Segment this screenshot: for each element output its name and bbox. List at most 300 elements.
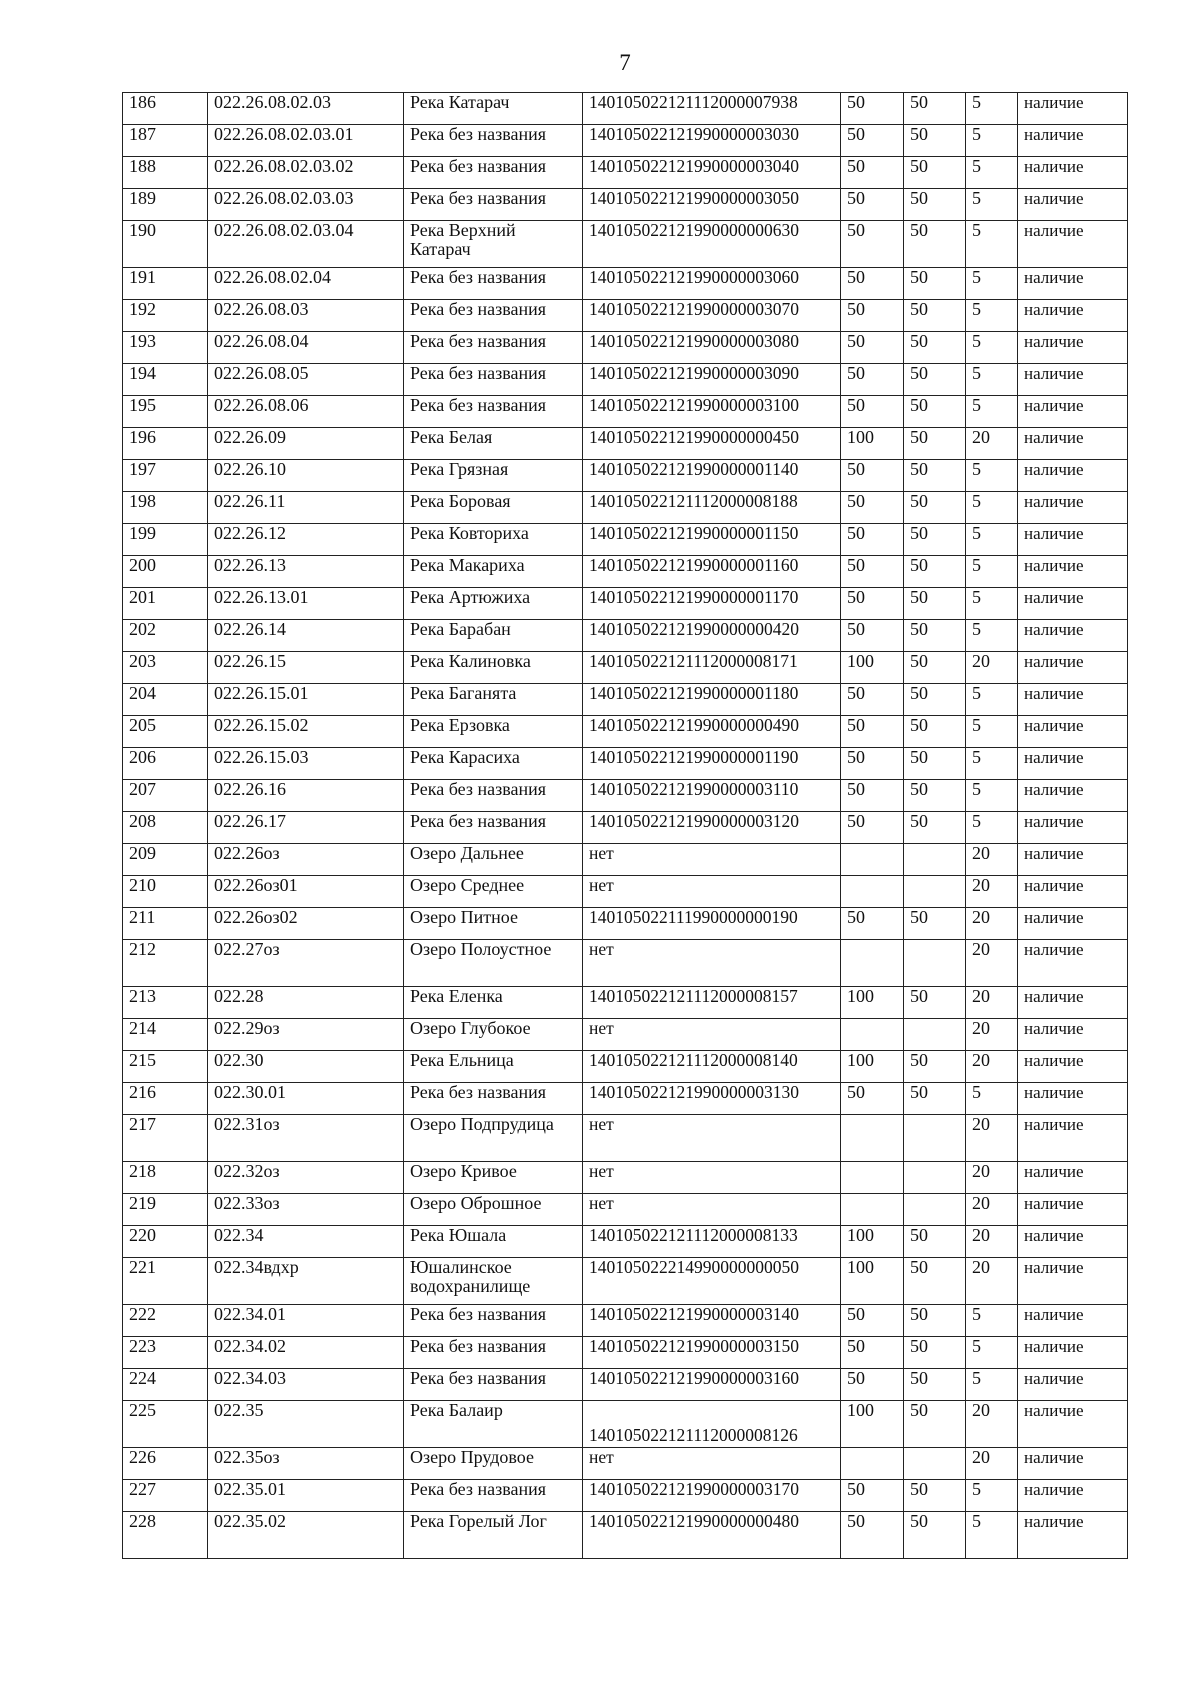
water-body-code: 022.26оз xyxy=(208,844,404,876)
width-value-1: 50 xyxy=(841,1512,904,1559)
registry-code: 140105022121990000003150 xyxy=(583,1337,841,1369)
width-value-1: 50 xyxy=(841,1337,904,1369)
width-value-3: 20 xyxy=(966,1162,1018,1194)
water-body-name: Река Ковториха xyxy=(404,524,583,556)
water-body-code: 022.26оз02 xyxy=(208,908,404,940)
width-value-2: 50 xyxy=(904,125,966,157)
table-row xyxy=(123,157,1128,189)
width-value-1: 50 xyxy=(841,1369,904,1401)
water-body-name: Река без названия xyxy=(404,300,583,332)
water-body-name: Река Карасиха xyxy=(404,748,583,780)
water-body-code: 022.26.14 xyxy=(208,620,404,652)
water-body-code: 022.26.10 xyxy=(208,460,404,492)
width-value-3: 5 xyxy=(966,221,1018,268)
row-number: 226 xyxy=(123,1448,208,1480)
registry-code: 140105022121990000003030 xyxy=(583,125,841,157)
registry-code: 140105022121990000003080 xyxy=(583,332,841,364)
width-value-1 xyxy=(841,1448,904,1480)
status-text: наличие xyxy=(1018,268,1128,300)
table-row xyxy=(123,1115,1128,1162)
width-value-1: 50 xyxy=(841,332,904,364)
width-value-2 xyxy=(904,1448,966,1480)
width-value-2: 50 xyxy=(904,652,966,684)
width-value-2: 50 xyxy=(904,1305,966,1337)
water-body-name: Река Макариха xyxy=(404,556,583,588)
width-value-3: 20 xyxy=(966,876,1018,908)
water-body-name: Озеро Прудовое xyxy=(404,1448,583,1480)
water-body-name: Река Юшала xyxy=(404,1226,583,1258)
row-number: 204 xyxy=(123,684,208,716)
width-value-3: 20 xyxy=(966,1401,1018,1448)
table-row xyxy=(123,524,1128,556)
status-text: наличие xyxy=(1018,1258,1128,1305)
water-body-name: Озеро Дальнее xyxy=(404,844,583,876)
status-text: наличие xyxy=(1018,396,1128,428)
registry-code: 140105022121990000001180 xyxy=(583,684,841,716)
water-body-code: 022.31оз xyxy=(208,1115,404,1162)
width-value-1: 50 xyxy=(841,221,904,268)
registry-code: 140105022121990000003040 xyxy=(583,157,841,189)
width-value-1 xyxy=(841,1162,904,1194)
status-text: наличие xyxy=(1018,93,1128,125)
water-body-code: 022.34 xyxy=(208,1226,404,1258)
table-row xyxy=(123,940,1128,987)
water-body-name: Река Артюжиха xyxy=(404,588,583,620)
width-value-1: 50 xyxy=(841,748,904,780)
water-body-name: Река без названия xyxy=(404,780,583,812)
width-value-3: 5 xyxy=(966,684,1018,716)
table-row xyxy=(123,844,1128,876)
width-value-1: 50 xyxy=(841,1480,904,1512)
table-row xyxy=(123,1083,1128,1115)
status-text: наличие xyxy=(1018,780,1128,812)
registry-code: 140105022121990000001140 xyxy=(583,460,841,492)
width-value-3: 20 xyxy=(966,1115,1018,1162)
row-number: 215 xyxy=(123,1051,208,1083)
water-body-code: 022.35.01 xyxy=(208,1480,404,1512)
width-value-2: 50 xyxy=(904,1051,966,1083)
width-value-1: 50 xyxy=(841,268,904,300)
status-text: наличие xyxy=(1018,588,1128,620)
water-body-name: Река Ельница xyxy=(404,1051,583,1083)
status-text: наличие xyxy=(1018,908,1128,940)
status-text: наличие xyxy=(1018,1226,1128,1258)
water-body-code: 022.26.08.02.03 xyxy=(208,93,404,125)
registry-code: 140105022121112000008157 xyxy=(583,987,841,1019)
width-value-1 xyxy=(841,1019,904,1051)
width-value-3: 5 xyxy=(966,268,1018,300)
water-body-code: 022.35.02 xyxy=(208,1512,404,1559)
width-value-2: 50 xyxy=(904,780,966,812)
row-number: 223 xyxy=(123,1337,208,1369)
registry-code: 140105022121990000003120 xyxy=(583,812,841,844)
row-number: 200 xyxy=(123,556,208,588)
table-row xyxy=(123,652,1128,684)
width-value-3: 20 xyxy=(966,1258,1018,1305)
width-value-1: 50 xyxy=(841,157,904,189)
registry-code: 140105022121990000003100 xyxy=(583,396,841,428)
water-body-name: Река без названия xyxy=(404,189,583,221)
water-body-code: 022.26.15 xyxy=(208,652,404,684)
width-value-3: 5 xyxy=(966,812,1018,844)
table-row xyxy=(123,1369,1128,1401)
registry-code: 140105022121990000000480 xyxy=(583,1512,841,1559)
width-value-2: 50 xyxy=(904,332,966,364)
registry-code: 140105022121112000008188 xyxy=(583,492,841,524)
width-value-3: 5 xyxy=(966,1083,1018,1115)
row-number: 220 xyxy=(123,1226,208,1258)
water-body-name: Река Катарач xyxy=(404,93,583,125)
width-value-3: 5 xyxy=(966,125,1018,157)
water-body-name: Озеро Среднее xyxy=(404,876,583,908)
water-body-code: 022.26.08.02.03.01 xyxy=(208,125,404,157)
width-value-3: 5 xyxy=(966,1305,1018,1337)
width-value-3: 5 xyxy=(966,93,1018,125)
table-row xyxy=(123,492,1128,524)
width-value-2: 50 xyxy=(904,428,966,460)
width-value-3: 20 xyxy=(966,1226,1018,1258)
row-number: 228 xyxy=(123,1512,208,1559)
water-body-name: Река Калиновка xyxy=(404,652,583,684)
registry-code: 140105022121990000000490 xyxy=(583,716,841,748)
table-row xyxy=(123,1305,1128,1337)
water-body-code: 022.32оз xyxy=(208,1162,404,1194)
registry-code: 140105022121990000000420 xyxy=(583,620,841,652)
table-row xyxy=(123,268,1128,300)
width-value-2: 50 xyxy=(904,1480,966,1512)
page-number: 7 xyxy=(619,50,631,75)
width-value-3: 20 xyxy=(966,1448,1018,1480)
water-body-code: 022.26.12 xyxy=(208,524,404,556)
row-number: 227 xyxy=(123,1480,208,1512)
width-value-3: 5 xyxy=(966,460,1018,492)
status-text: наличие xyxy=(1018,1194,1128,1226)
row-number: 202 xyxy=(123,620,208,652)
water-body-code: 022.30.01 xyxy=(208,1083,404,1115)
width-value-1: 50 xyxy=(841,396,904,428)
registry-code: 140105022111990000000190 xyxy=(583,908,841,940)
row-number: 201 xyxy=(123,588,208,620)
row-number: 194 xyxy=(123,364,208,396)
table-row xyxy=(123,125,1128,157)
width-value-3: 20 xyxy=(966,428,1018,460)
width-value-2 xyxy=(904,1115,966,1162)
water-body-code: 022.35оз xyxy=(208,1448,404,1480)
width-value-2: 50 xyxy=(904,524,966,556)
registry-code: 140105022121990000003160 xyxy=(583,1369,841,1401)
table-row xyxy=(123,1480,1128,1512)
width-value-3: 5 xyxy=(966,300,1018,332)
registry-code: 140105022121990000003130 xyxy=(583,1083,841,1115)
water-bodies-table xyxy=(122,92,1128,1559)
width-value-3: 5 xyxy=(966,492,1018,524)
registry-code: 140105022121990000003090 xyxy=(583,364,841,396)
status-text: наличие xyxy=(1018,157,1128,189)
width-value-1: 50 xyxy=(841,125,904,157)
water-body-name: Река без названия xyxy=(404,268,583,300)
water-body-code: 022.34вдхр xyxy=(208,1258,404,1305)
status-text: наличие xyxy=(1018,524,1128,556)
width-value-2: 50 xyxy=(904,748,966,780)
width-value-1: 100 xyxy=(841,987,904,1019)
registry-code: нет xyxy=(583,1019,841,1051)
width-value-2: 50 xyxy=(904,987,966,1019)
row-number: 225 xyxy=(123,1401,208,1448)
water-body-code: 022.30 xyxy=(208,1051,404,1083)
status-text: наличие xyxy=(1018,221,1128,268)
water-body-code: 022.26.17 xyxy=(208,812,404,844)
water-body-name: Река Белая xyxy=(404,428,583,460)
width-value-1: 50 xyxy=(841,1305,904,1337)
water-body-code: 022.26.09 xyxy=(208,428,404,460)
width-value-3: 5 xyxy=(966,556,1018,588)
width-value-3: 5 xyxy=(966,396,1018,428)
registry-code: 140105022121990000000450 xyxy=(583,428,841,460)
registry-code: 140105022121990000001160 xyxy=(583,556,841,588)
water-body-name: Река без названия xyxy=(404,396,583,428)
registry-code: нет xyxy=(583,1115,841,1162)
table-row xyxy=(123,93,1128,125)
width-value-2: 50 xyxy=(904,1258,966,1305)
table-row xyxy=(123,1194,1128,1226)
row-number: 207 xyxy=(123,780,208,812)
width-value-2: 50 xyxy=(904,812,966,844)
width-value-2: 50 xyxy=(904,364,966,396)
width-value-3: 20 xyxy=(966,1019,1018,1051)
water-body-name: Река без названия xyxy=(404,812,583,844)
registry-code: 140105022121990000003060 xyxy=(583,268,841,300)
water-body-code: 022.26оз01 xyxy=(208,876,404,908)
width-value-2: 50 xyxy=(904,1226,966,1258)
row-number: 217 xyxy=(123,1115,208,1162)
water-body-name: Река без названия xyxy=(404,1480,583,1512)
row-number: 189 xyxy=(123,189,208,221)
row-number: 190 xyxy=(123,221,208,268)
width-value-1: 50 xyxy=(841,524,904,556)
width-value-3: 5 xyxy=(966,748,1018,780)
status-text: наличие xyxy=(1018,620,1128,652)
water-body-name: Река без названия xyxy=(404,332,583,364)
water-body-name: Озеро Глубокое xyxy=(404,1019,583,1051)
width-value-1: 50 xyxy=(841,620,904,652)
width-value-2 xyxy=(904,844,966,876)
table-row xyxy=(123,364,1128,396)
width-value-1 xyxy=(841,1115,904,1162)
width-value-3: 5 xyxy=(966,189,1018,221)
width-value-1 xyxy=(841,844,904,876)
row-number: 192 xyxy=(123,300,208,332)
table-row xyxy=(123,1401,1128,1448)
width-value-3: 5 xyxy=(966,1512,1018,1559)
table-row xyxy=(123,556,1128,588)
status-text: наличие xyxy=(1018,1115,1128,1162)
water-body-name: Озеро Полоустное xyxy=(404,940,583,987)
water-body-code: 022.26.15.01 xyxy=(208,684,404,716)
width-value-1: 50 xyxy=(841,908,904,940)
registry-code: 140105022121990000003170 xyxy=(583,1480,841,1512)
status-text: наличие xyxy=(1018,1337,1128,1369)
width-value-2: 50 xyxy=(904,556,966,588)
table-row xyxy=(123,1051,1128,1083)
width-value-3: 20 xyxy=(966,987,1018,1019)
width-value-2: 50 xyxy=(904,1337,966,1369)
water-body-code: 022.26.13.01 xyxy=(208,588,404,620)
water-body-name: Юшалинское водохранилище xyxy=(404,1258,583,1305)
water-body-code: 022.26.08.05 xyxy=(208,364,404,396)
status-text: наличие xyxy=(1018,300,1128,332)
width-value-3: 20 xyxy=(966,844,1018,876)
registry-code: 140105022121112000008140 xyxy=(583,1051,841,1083)
width-value-2: 50 xyxy=(904,1512,966,1559)
water-body-code: 022.26.08.02.03.04 xyxy=(208,221,404,268)
table-row xyxy=(123,987,1128,1019)
water-body-code: 022.26.08.04 xyxy=(208,332,404,364)
table-row xyxy=(123,780,1128,812)
width-value-1: 50 xyxy=(841,716,904,748)
table-row xyxy=(123,684,1128,716)
water-body-name: Озеро Кривое xyxy=(404,1162,583,1194)
width-value-1: 50 xyxy=(841,364,904,396)
status-text: наличие xyxy=(1018,364,1128,396)
width-value-2: 50 xyxy=(904,157,966,189)
water-body-name: Река без названия xyxy=(404,1305,583,1337)
registry-code: нет xyxy=(583,1448,841,1480)
width-value-2: 50 xyxy=(904,460,966,492)
registry-code: нет xyxy=(583,876,841,908)
table-row xyxy=(123,1162,1128,1194)
registry-code: 140105022121990000003110 xyxy=(583,780,841,812)
row-number: 216 xyxy=(123,1083,208,1115)
registry-code: 140105022121990000001190 xyxy=(583,748,841,780)
status-text: наличие xyxy=(1018,1480,1128,1512)
width-value-3: 5 xyxy=(966,157,1018,189)
table-row xyxy=(123,588,1128,620)
registry-code: нет xyxy=(583,1162,841,1194)
width-value-2: 50 xyxy=(904,221,966,268)
width-value-3: 20 xyxy=(966,652,1018,684)
row-number: 212 xyxy=(123,940,208,987)
width-value-1: 50 xyxy=(841,93,904,125)
width-value-2: 50 xyxy=(904,716,966,748)
registry-code: 140105022121990000003140 xyxy=(583,1305,841,1337)
water-body-code: 022.26.08.02.03.03 xyxy=(208,189,404,221)
water-body-code: 022.26.11 xyxy=(208,492,404,524)
water-body-name: Река без названия xyxy=(404,157,583,189)
width-value-3: 5 xyxy=(966,620,1018,652)
water-body-code: 022.26.15.03 xyxy=(208,748,404,780)
status-text: наличие xyxy=(1018,1448,1128,1480)
width-value-3: 5 xyxy=(966,588,1018,620)
width-value-3: 5 xyxy=(966,1480,1018,1512)
row-number: 195 xyxy=(123,396,208,428)
status-text: наличие xyxy=(1018,987,1128,1019)
table-row xyxy=(123,876,1128,908)
width-value-1: 50 xyxy=(841,189,904,221)
status-text: наличие xyxy=(1018,1162,1128,1194)
table-row xyxy=(123,716,1128,748)
row-number: 214 xyxy=(123,1019,208,1051)
water-body-code: 022.34.03 xyxy=(208,1369,404,1401)
water-body-code: 022.26.08.06 xyxy=(208,396,404,428)
width-value-2: 50 xyxy=(904,1083,966,1115)
width-value-3: 20 xyxy=(966,908,1018,940)
status-text: наличие xyxy=(1018,1083,1128,1115)
table-row xyxy=(123,1258,1128,1305)
width-value-2: 50 xyxy=(904,1369,966,1401)
width-value-1: 50 xyxy=(841,1083,904,1115)
row-number: 203 xyxy=(123,652,208,684)
status-text: наличие xyxy=(1018,1369,1128,1401)
width-value-3: 5 xyxy=(966,332,1018,364)
status-text: наличие xyxy=(1018,556,1128,588)
registry-code: 140105022121990000000630 xyxy=(583,221,841,268)
width-value-2 xyxy=(904,1194,966,1226)
water-body-code: 022.26.15.02 xyxy=(208,716,404,748)
row-number: 187 xyxy=(123,125,208,157)
water-body-name: Река Ерзовка xyxy=(404,716,583,748)
water-body-name: Река без названия xyxy=(404,1337,583,1369)
table-row xyxy=(123,221,1128,268)
registry-code: 140105022121990000001150 xyxy=(583,524,841,556)
width-value-3: 5 xyxy=(966,780,1018,812)
width-value-2: 50 xyxy=(904,1401,966,1448)
row-number: 193 xyxy=(123,332,208,364)
row-number: 221 xyxy=(123,1258,208,1305)
status-text: наличие xyxy=(1018,1512,1128,1559)
status-text: наличие xyxy=(1018,844,1128,876)
row-number: 210 xyxy=(123,876,208,908)
row-number: 191 xyxy=(123,268,208,300)
table-row xyxy=(123,908,1128,940)
row-number: 188 xyxy=(123,157,208,189)
row-number: 198 xyxy=(123,492,208,524)
water-body-name: Озеро Питное xyxy=(404,908,583,940)
status-text: наличие xyxy=(1018,876,1128,908)
table-row xyxy=(123,812,1128,844)
registry-code: нет xyxy=(583,844,841,876)
table-row xyxy=(123,1337,1128,1369)
water-body-code: 022.35 xyxy=(208,1401,404,1448)
registry-code: нет xyxy=(583,1194,841,1226)
row-number: 197 xyxy=(123,460,208,492)
water-body-code: 022.26.08.02.04 xyxy=(208,268,404,300)
width-value-3: 5 xyxy=(966,1337,1018,1369)
width-value-2: 50 xyxy=(904,908,966,940)
water-body-name: Река Еленка xyxy=(404,987,583,1019)
water-body-code: 022.26.13 xyxy=(208,556,404,588)
status-text: наличие xyxy=(1018,748,1128,780)
table-row xyxy=(123,1512,1128,1559)
water-body-name: Река Барабан xyxy=(404,620,583,652)
table-row xyxy=(123,332,1128,364)
row-number: 186 xyxy=(123,93,208,125)
width-value-1: 100 xyxy=(841,1051,904,1083)
width-value-1: 50 xyxy=(841,588,904,620)
width-value-1 xyxy=(841,940,904,987)
width-value-2 xyxy=(904,876,966,908)
width-value-2: 50 xyxy=(904,492,966,524)
width-value-3: 20 xyxy=(966,1194,1018,1226)
row-number: 209 xyxy=(123,844,208,876)
width-value-1: 50 xyxy=(841,460,904,492)
width-value-1: 100 xyxy=(841,1226,904,1258)
water-body-code: 022.34.01 xyxy=(208,1305,404,1337)
width-value-3: 5 xyxy=(966,716,1018,748)
width-value-1: 50 xyxy=(841,780,904,812)
row-number: 206 xyxy=(123,748,208,780)
width-value-2 xyxy=(904,1019,966,1051)
status-text: наличие xyxy=(1018,460,1128,492)
